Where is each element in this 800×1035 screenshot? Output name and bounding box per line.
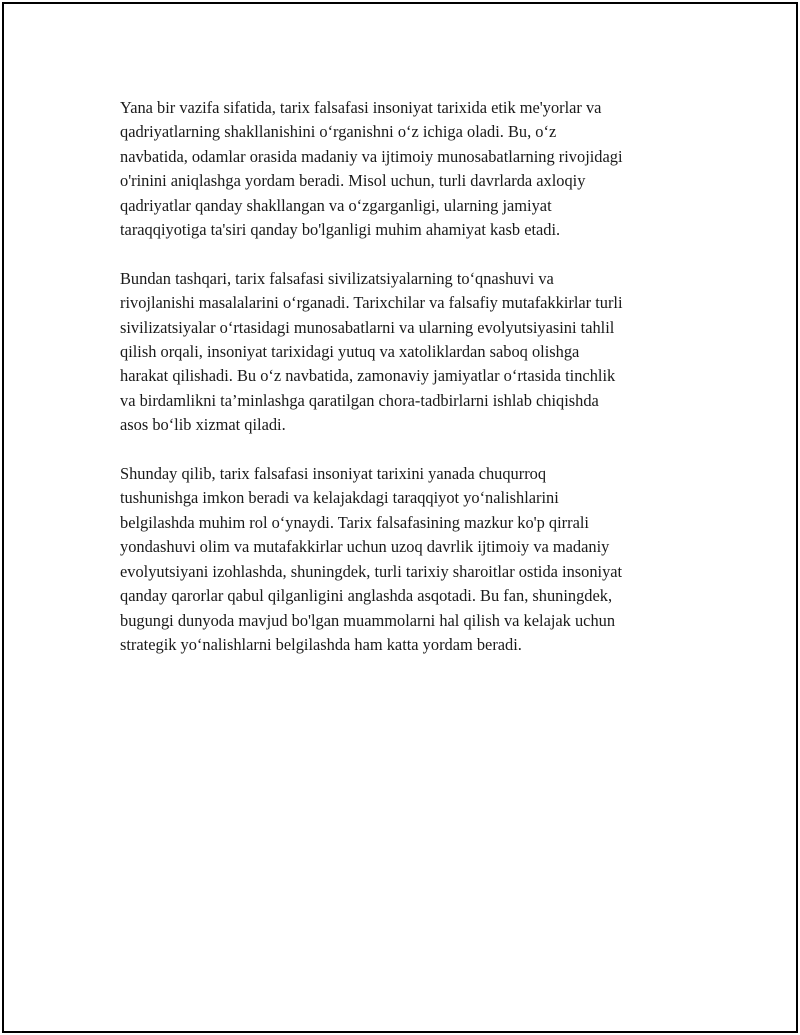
text-line: Shunday qilib, tarix falsafasi insoniyat tarixini yanada chuqurroq [120, 464, 547, 484]
text-line: rivojlanishi masalalarini oʻrganadi. Tarixchilar va falsafiy mutafakkirlar turli [120, 293, 623, 313]
text-line: qilish orqali, insoniyat tarixidagi yutuq va xatoliklardan saboq olishga [120, 342, 580, 362]
text-line: qanday qarorlar qabul qilganligini anglashda asqotadi. Bu fan, shuningdek, [120, 586, 613, 606]
text-line: strategik yoʻnalishlarni belgilashda ham katta yordam beradi. [120, 634, 522, 654]
text-line: belgilashda muhim rol oʻynaydi. Tarix falsafasining mazkur ko'p qirrali [120, 512, 589, 532]
document-page [2, 2, 798, 1033]
document-body [120, 96, 690, 682]
paragraph-3 [120, 462, 690, 657]
text-line: taraqqiyotiga ta'siri qanday bo'lganligi muhim ahamiyat kasb etadi. [120, 220, 561, 240]
text-line: harakat qilishadi. Bu oʻz navbatida, zamonaviy jamiyatlar oʻrtasida tinchlik [120, 366, 616, 386]
paragraph-1 [120, 96, 690, 242]
text-line: navbatida, odamlar orasida madaniy va ijtimoiy munosabatlarning rivojidagi [120, 146, 623, 166]
text-line: asos boʻlib xizmat qiladi. [120, 415, 286, 435]
text-line: Yana bir vazifa sifatida, tarix falsafasi insoniyat tarixida etik me'yorlar va [120, 98, 602, 117]
text-line: qadriyatlarning shakllanishini oʻrganishni oʻz ichiga oladi. Bu, oʻz [120, 122, 557, 142]
text-line: Bundan tashqari, tarix falsafasi sivilizatsiyalarning toʻqnashuvi va [120, 268, 554, 288]
text-line: tushunishga imkon beradi va kelajakdagi taraqqiyot yoʻnalishlarini [120, 488, 559, 508]
text-line: sivilizatsiyalar oʻrtasidagi munosabatlarni va ularning evolyutsiyasini tahlil [120, 317, 615, 337]
text-line: qadriyatlar qanday shakllangan va oʻzgarganligi, ularning jamiyat [120, 195, 552, 215]
text-line: bugungi dunyoda mavjud bo'lgan muammolarni hal qilish va kelajak uchun [120, 610, 616, 630]
text-line: o'rinini aniqlashga yordam beradi. Misol uchun, turli davrlarda axloqiy [120, 171, 586, 191]
paragraph-2 [120, 267, 690, 438]
text-line: va birdamlikni ta’minlashga qaratilgan chora-tadbirlarni ishlab chiqishda [120, 390, 599, 410]
text-line: yondashuvi olim va mutafakkirlar uchun uzoq davrlik ijtimoiy va madaniy [120, 537, 610, 557]
text-line: evolyutsiyani izohlashda, shuningdek, turli tarixiy sharoitlar ostida insoniyat [120, 561, 623, 581]
